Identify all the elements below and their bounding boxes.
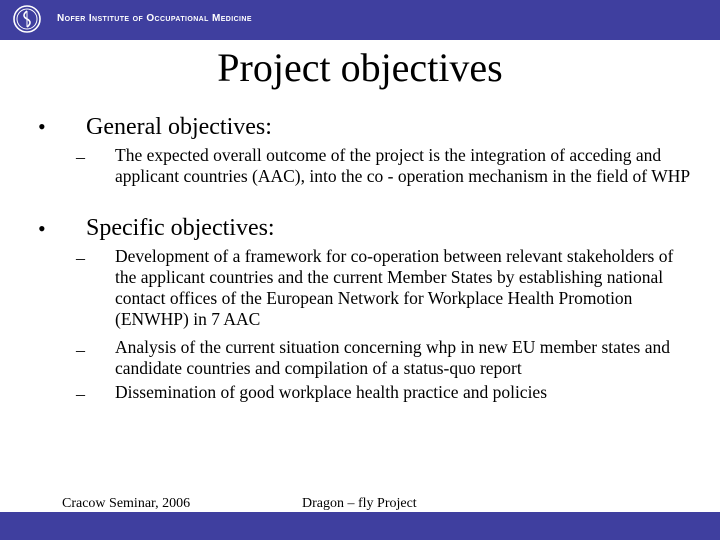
section-heading-general: General objectives: — [86, 114, 272, 140]
list-item: Dissemination of good workplace health practice and policies — [115, 382, 548, 402]
footer-left-text: Cracow Seminar, 2006 — [62, 496, 191, 511]
bullet-icon: • — [38, 216, 46, 241]
list-item: Analysis of the current situation concerning whp in new EU member states and candidate countries and compilation of a status-quo report — [115, 337, 670, 378]
dash-icon: – — [76, 147, 85, 167]
dash-icon: – — [76, 248, 85, 268]
slide-title: Project objectives — [217, 45, 503, 90]
dash-icon: – — [76, 384, 85, 404]
institute-name: Nofer Institute of Occupational Medicine — [57, 13, 252, 24]
header-bar — [0, 0, 720, 40]
list-item: Development of a framework for co-operation between relevant stakeholders of the applicant countries and the current Member States by establishing national contact offices of the European Network for Workplace Health Promotion (ENWHP) in 7 AAC — [115, 246, 674, 329]
bullet-icon: • — [38, 114, 46, 139]
institute-logo-icon — [12, 4, 42, 34]
footer-center-text: Dragon – fly Project — [302, 496, 417, 511]
section-heading-specific: Specific objectives: — [86, 215, 275, 241]
list-item: The expected overall outcome of the project is the integration of acceding and applicant countries (AAC), into the co - operation mechanism in the field of WHP — [115, 145, 691, 186]
footer-bar — [0, 512, 720, 540]
dash-icon: – — [76, 340, 85, 360]
